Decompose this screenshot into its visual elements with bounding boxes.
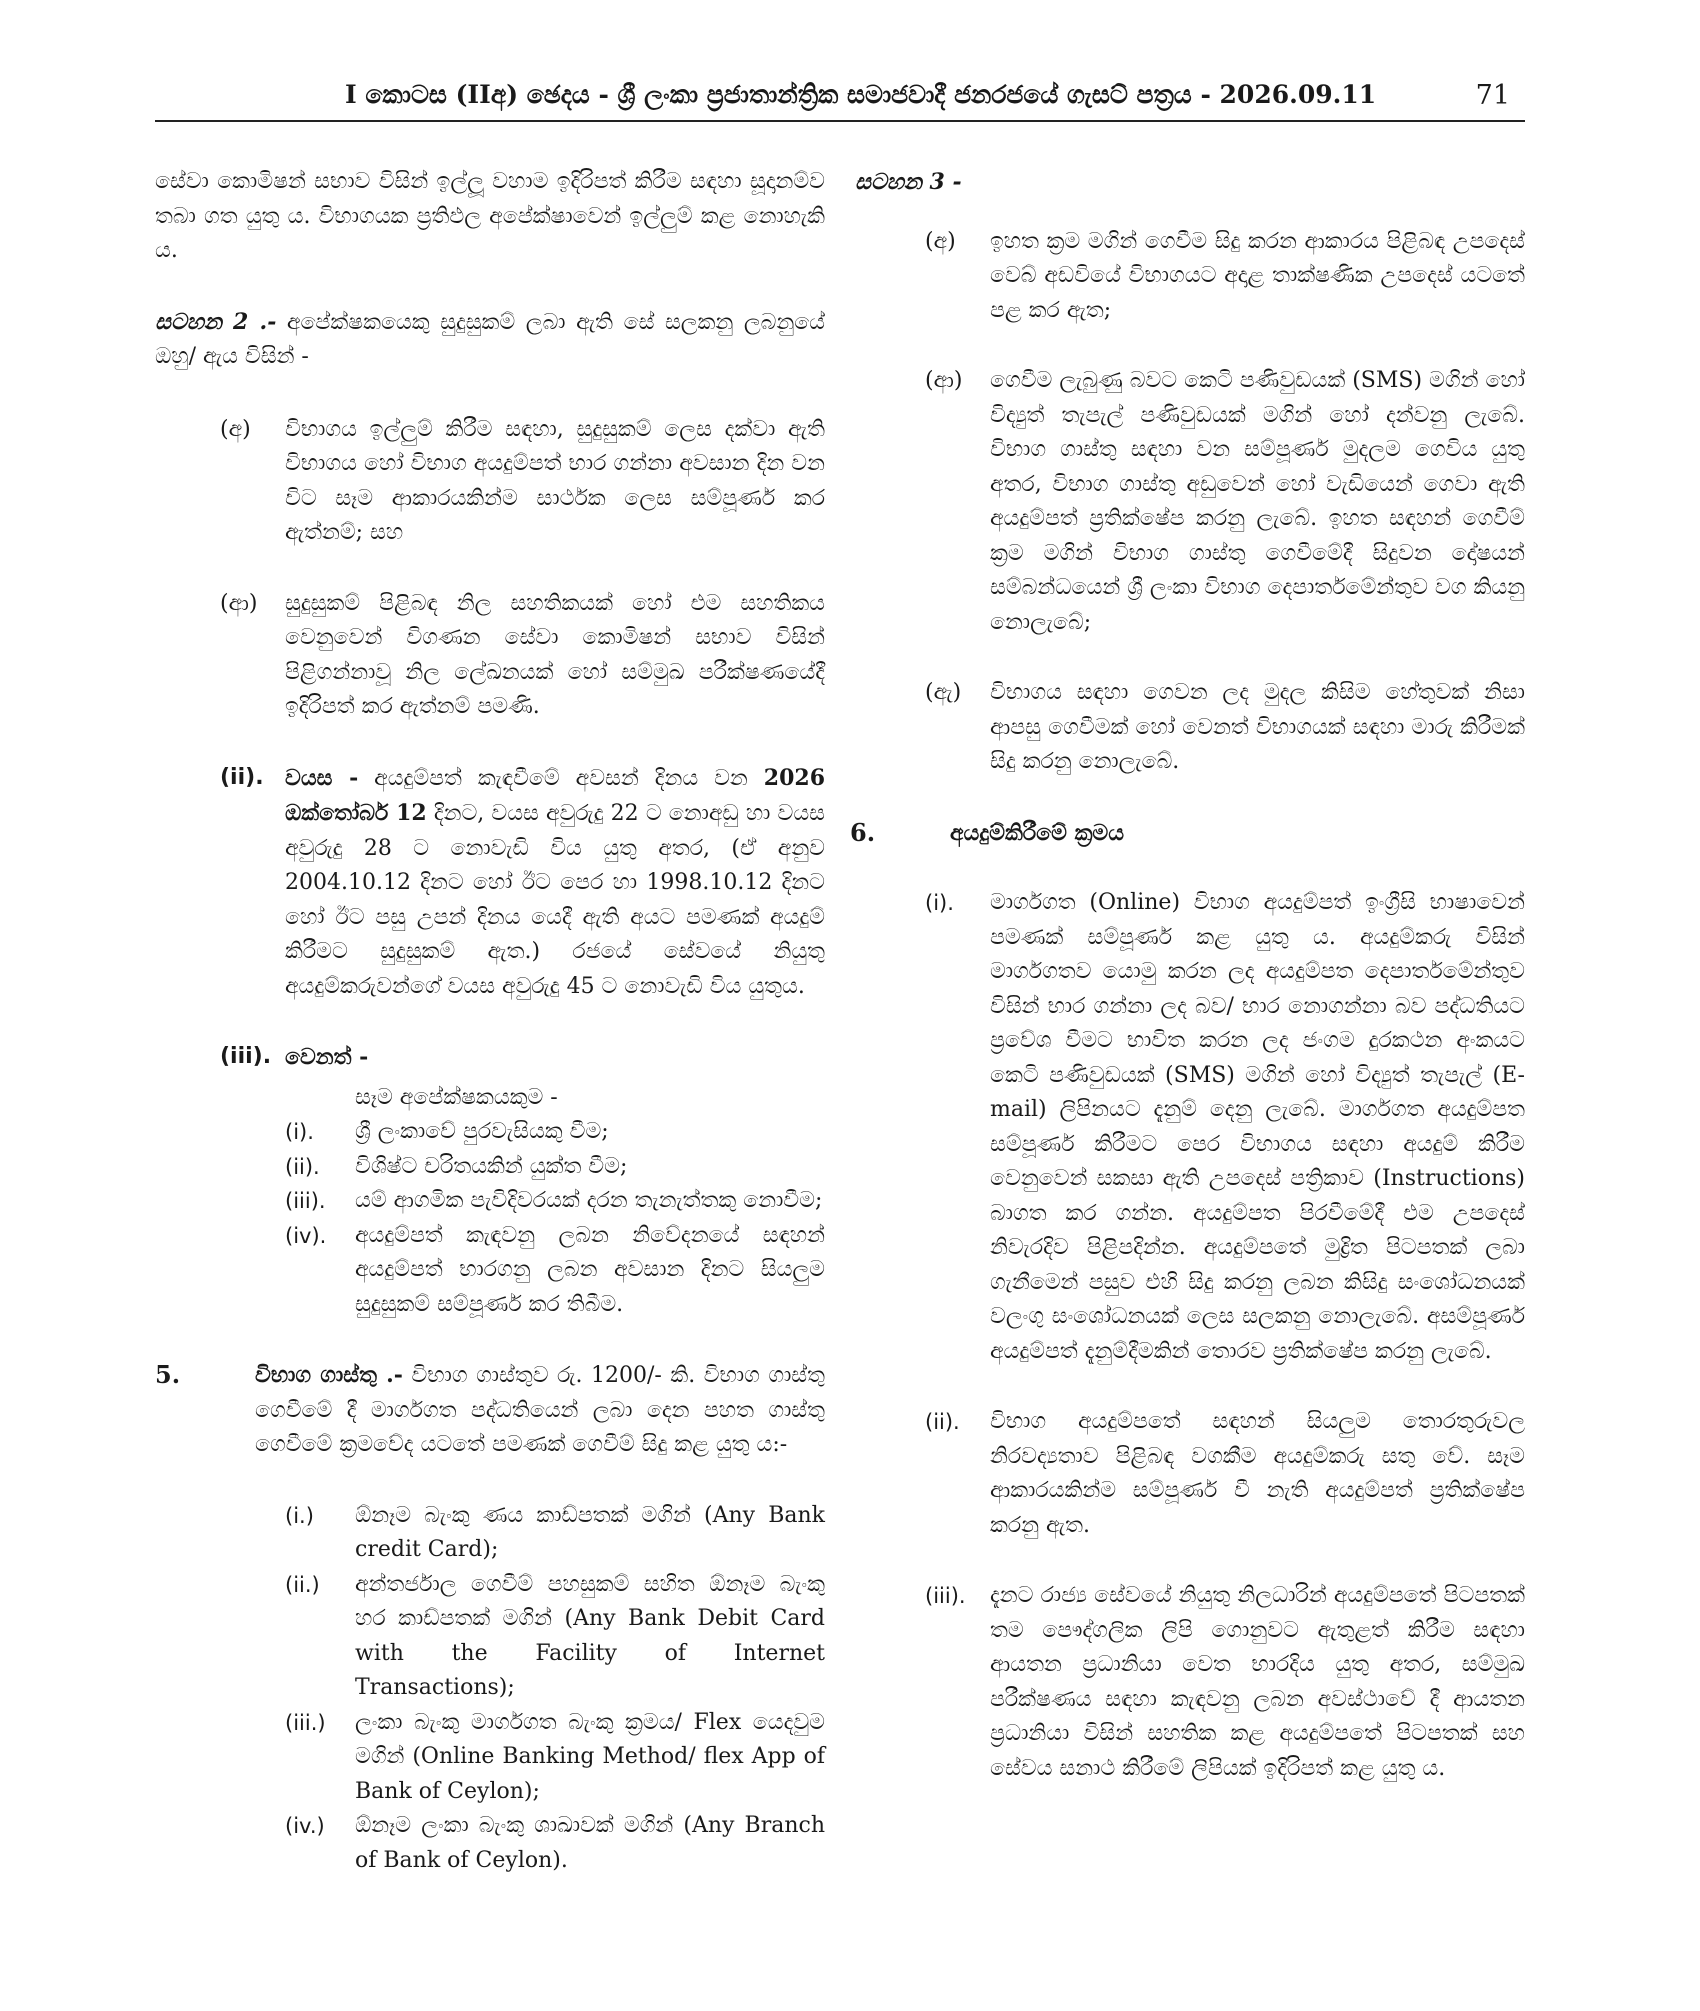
- age-text-part-2: දිනට, වයස අවුරුදු 22 ට නොඅඩු හා වයස අවුරුදු 28 ට නොවැඩි විය යුතු අතර, (ඒ අනුව 2004.10.12 දිනට හෝ ඊට පෙර හා 1998.10.12 දිනට හෝ ඊට පසු උපන් දිනය යෙදී ඇති අයට පමණක් අයදුම් කිරීමට සුදුසුකම් ඇත.) රජයේ සේවයේ නියුතු අයදුම්කරුවන්ගේ වයස අවුරුදු 45 ට නොවැඩි විය යුතුය.: [285, 801, 825, 999]
- item-marker: (iii).: [220, 1044, 272, 1069]
- age-requirement: [155, 761, 825, 1005]
- note-3: [855, 165, 1525, 201]
- item-marker: (iv).: [285, 1223, 327, 1248]
- right-column: [850, 165, 1525, 1822]
- section-5-exam-fee: [155, 1358, 825, 1463]
- list-item: [285, 1150, 825, 1185]
- item-text: විශිෂ්ට චරිතයකින් යුක්ත වීම;: [355, 1153, 628, 1179]
- age-text: [285, 761, 825, 1005]
- item-text: ඕනෑම බැංකු ණය කාඩ්පතක් මගින් (Any Bank credit Card);: [355, 1502, 825, 1562]
- age-text-part-1: අයදුම්පත් කැඳවීමේ අවසන් දිනය වන: [358, 765, 764, 791]
- gazette-title: I කොටස (IIඅ) ඡෙදය - ශ්‍රී ලංකා ප්‍රජාතාන්ත්‍රික සමාජවාදී ජනරජයේ ගැසට් පත්‍රය - 2026.09.11: [345, 80, 1377, 109]
- application-item-iii: [855, 1579, 1525, 1786]
- other-intro: සෑම අපේක්ෂකයකුම -: [355, 1084, 558, 1110]
- item-text: ඕනෑම ලංකා බැංකු ශාඛාවක් මගින් (Any Branch of Bank of Ceylon).: [355, 1813, 825, 1873]
- other-label: වෙනත් -: [285, 1044, 369, 1070]
- note-3-item-a: [855, 225, 1525, 329]
- item-text: ඉහත ක්‍රම මගින් ගෙවීම සිදු කරන ආකාරය පිළිබඳ උපදෙස් වෙබ් අඩවියේ විභාගයට අදාළ තාක්ෂණික උපදෙස් යටතේ පළ කර ඇත;: [990, 228, 1525, 323]
- other-requirements: [155, 1040, 825, 1075]
- page-header: [155, 78, 1525, 122]
- item-marker: (අ): [925, 228, 956, 254]
- note-3-item-ae: [855, 676, 1525, 780]
- section-body: විභාග ගාස්තුව රු. 1200/- කි. විභාග ගාස්තු ගෙවීමේ දී මාර්ගගත පද්ධතියෙන් ලබා දෙන පහත ගාස්තු ගෙවීමේ ක්‍රමවේද යටතේ පමණක් ගෙවීම් සිදු කළ යුතු ය:-: [255, 1363, 825, 1457]
- item-text: යම් ආගමික පැවිදිවරයක් දරන තැනැත්තකු නොවීම;: [355, 1188, 823, 1213]
- section-number: 5.: [155, 1360, 181, 1389]
- item-marker: (ආ): [925, 368, 963, 393]
- item-marker: (ii).: [925, 1410, 960, 1434]
- item-text: විභාග අයදුම්පතේ සඳහන් සියලුම තොරතුරුවල නිරවද්‍යතාව පිළිබඳ වගකීම අයදුම්කරු සතු වේ. සෑම ආකාරයකින්ම සම්පූර්ණ වී නැති අයදුම්පත් ප්‍රතික්ෂේප කරනු ඇත.: [990, 1409, 1525, 1538]
- list-item: [285, 1809, 825, 1878]
- item-marker: (i).: [925, 891, 954, 915]
- item-marker: (ii).: [285, 1154, 320, 1179]
- note-2-label: සටහන 2 .-: [155, 308, 277, 335]
- item-marker: (iii).: [925, 1584, 966, 1608]
- section-text: [255, 1358, 825, 1463]
- item-marker: (iii).: [285, 1189, 326, 1213]
- item-text: මාර්ගගත (Online) විභාග අයදුම්පත් ඉංග්‍රීසි භාෂාවෙන් පමණක් සම්පූර්ණ කළ යුතු ය. අයදුම්කරු විසින් මාර්ගගතව යොමු කරන ලද අයදුම්පත දෙපාර්තමේන්තුව විසින් භාර ගන්නා ලද බව/ භාර නොගන්නා බව පද්ධතියට ප්‍රවේශ වීමට භාවිත කරන ලද ජංගම දුරකථන අංකයට කෙටි පණිවුඩයක් (SMS) මගින් හෝ විද්‍යුත් තැපැල් (E-mail) ලිපිනයට දැනුම් දෙනු ලැබේ. මාර්ගගත අයදුම්පත සම්පූර්ණ කිරීමට පෙර විභාගය සඳහා අයදුම් කිරීම වෙනුවෙන් සකසා ඇති උපදෙස් පත්‍රිකාව (Instructions) බාගත කර ගන්න. අයදුම්පත පිරවීමේදී එම උපදෙස් නිවැරදිව පිළිපදින්න. අයදුම්පතේ මුද්‍රිත පිටපතක් ලබා ගැනීමෙන් පසුව එහි සිදු කරනු ලබන කිසිදු සංශෝධනයක් වලංගු සංශෝධනයක් ලෙස සලකනු නොලැබේ. අසම්පූර්ණ අයදුම්පත් දැනුම්දීමකින් තොරව ප්‍රතික්ෂේප කරනු ලැබේ.: [990, 890, 1525, 1364]
- item-text: විභාගය ඉල්ලුම් කිරීම සඳහා, සුදුසුකම් ලෙස දක්වා ඇති විභාගය හෝ විභාග අයදුම්පත් භාර ගන්නා අවසාන දින වන විට සෑම ආකාරයකින්ම සාර්ථක ලෙස සම්පූර්ණ කර ඇත්නම්; සහ: [285, 416, 825, 545]
- note-3-label: සටහන 3 -: [855, 169, 962, 195]
- list-item: [285, 1184, 825, 1219]
- section-title: විභාග ගාස්තු .-: [255, 1362, 403, 1388]
- item-text: අන්තර්ජාල ගෙවීම් පහසුකම් සහිත ඕනෑම බැංකු හර කාඩ්පතක් මගින් (Any Bank Debit Card with the Facility of Internet Transactions);: [355, 1571, 825, 1700]
- list-item: [285, 1219, 825, 1323]
- item-marker: (ii).: [220, 764, 264, 790]
- closing-date: 2026 ඔක්තෝබර් 12: [285, 764, 825, 826]
- note-2-text: අපේක්ෂකයෙකු සුදුසුකම් ලබා ඇති සේ සලකනු ලබනුයේ ඔහු/ ඇය විසින් -: [155, 309, 826, 369]
- item-marker: (ii.): [285, 1572, 320, 1597]
- item-text: ගෙවීම ලැබුණු බවට කෙටි පණිවුඩයක් (SMS) මගින් හෝ විද්‍යුත් තැපැල් පණිවුඩයක් මගින් හෝ දන්වනු ලැබේ. විභාග ගාස්තු සඳහා වන සම්පූර්ණ මුදලම ගෙවිය යුතු අතර, විභාග ගාස්තු අඩුවෙන් හෝ වැඩියෙන් ගෙවා ඇති අයදුම්පත් ප්‍රතික්ෂේප කරනු ලැබේ. ඉහත සඳහන් ගෙවීම් ක්‍රම මගින් විභාග ගාස්තු ගෙවීමේදී සිදුවන දෝෂයන් සම්බන්ධයෙන් ශ්‍රී ලංකා විභාග දෙපාර්තමේන්තුව වග කියනු නොලැබේ;: [990, 368, 1525, 635]
- list-item: [285, 1115, 825, 1150]
- list-item: [285, 1568, 825, 1706]
- list-item: [285, 1706, 825, 1810]
- item-text: ශ්‍රී ලංකාවේ පුරවැසියකු වීම;: [355, 1119, 609, 1144]
- page-number: 71: [1475, 80, 1510, 111]
- other-requirements-list: [155, 1115, 825, 1322]
- item-marker: (අ): [220, 416, 251, 442]
- list-item: [285, 1499, 825, 1568]
- item-text: ලංකා බැංකු මාර්ගගත බැංකු ක්‍රමය/ Flex යෙදවුම මගින් (Online Banking Method/ flex App of Bank of Ceylon);: [355, 1709, 825, 1804]
- item-marker: (iv.): [285, 1814, 325, 1838]
- item-marker: (iii.): [285, 1710, 326, 1735]
- item-marker: (ආ): [220, 590, 258, 616]
- left-column: [155, 165, 825, 1878]
- application-item-ii: [855, 1405, 1525, 1543]
- age-label: වයස -: [285, 764, 359, 791]
- section-number: 6.: [850, 817, 876, 847]
- item-marker: (ඇ): [925, 680, 962, 705]
- note-2: [155, 305, 825, 375]
- note-2-item-aa: [155, 587, 825, 725]
- item-text: දැනට රාජ්‍ය සේවයේ නියුතු නිලධාරින් අයදුම්පතේ පිටපතක් තම පෞද්ගලික ලිපි ගොනුවට ඇතුළත් කිරීම සඳහා ආයතන ප්‍රධානියා වෙත භාරදිය යුතු අතර, සම්මුඛ පරීක්ෂණය සඳහා කැඳවනු ලබන අවස්ථාවේ දී ආයතන ප්‍රධානියා විසින් සහතික කළ අයදුම්පතේ පිටපතක් සහ සේවය සනාථ කිරීමේ ලිපියක් ඉදිරිපත් කළ යුතු ය.: [990, 1583, 1525, 1781]
- item-text: සුදුසුකම් පිළිබඳ නිල සහතිකයක් හෝ එම සහතිකය වෙනුවෙන් විගණන සේවා කොමිෂන් සභාව විසින් පිළිගන්නාවූ නිල ලේඛනයක් හෝ සම්මුඛ පරීක්ෂණයේදී ඉදිරිපත් කර ඇත්නම් පමණි.: [285, 590, 825, 719]
- item-marker: (i).: [285, 1120, 314, 1144]
- application-item-i: [855, 886, 1525, 1369]
- intro-paragraph: සේවා කොමිෂන් සභාව විසින් ඉල්ලූ වහාම ඉදිරිපත් කිරීම සඳහා සූදානම්ව තබා ගත යුතු ය. විභාගයක ප්‍රතිඵල අපේක්ෂාවෙන් ඉල්ලුම් කළ නොහැකි ය.: [155, 169, 825, 263]
- payment-methods-list: [155, 1499, 825, 1879]
- note-2-item-a: [155, 413, 825, 551]
- item-text: අයදුම්පත් කැඳවනු ලබන නිවේදනයේ සඳහන් අයදුම්පත් භාරගනු ලබන අවසාන දිනට සියලුම සුදුසුකම් සම්පූර්ණ කර තිබීම.: [355, 1222, 825, 1317]
- item-marker: (i.): [285, 1503, 314, 1528]
- section-title: අයදුම්කිරීමේ ක්‍රමය: [950, 819, 1125, 846]
- note-3-item-aa: [855, 364, 1525, 640]
- item-text: විභාගය සඳහා ගෙවන ලද මුදල කිසිම හේතුවක් නිසා ආපසු ගෙවීමක් හෝ වෙනත් විභාගයක් සඳහා මාරු කිරීමක් සිදු කරනු නොලැබේ.: [990, 680, 1525, 774]
- section-6-application-method: [850, 816, 1525, 851]
